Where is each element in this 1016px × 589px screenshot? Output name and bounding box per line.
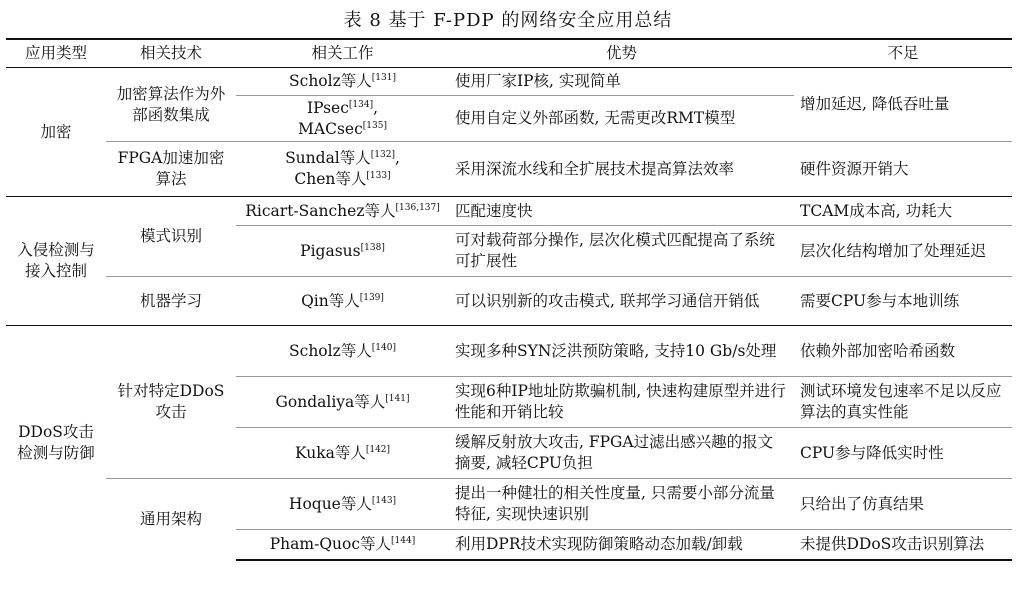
header-tech: 相关技术 [106,39,236,68]
table-row [6,142,1012,197]
cell-advantage: 匹配速度快 [449,197,794,226]
cell-tech-pattern: 模式识别 [106,197,236,277]
cell-disadvantage: 只给出了仿真结果 [794,479,1012,530]
cell-advantage: 实现6种IP地址防欺骗机制, 快速构建原型并进行性能和开销比较 [449,377,794,428]
cell-work: Pham-Quoc等人[144] [236,530,449,560]
cell-work: Hoque等人[143] [236,479,449,530]
cell-work: Ricart-Sanchez等人[136,137] [236,197,449,226]
cell-disadvantage: 依赖外部加密哈希函数 [794,326,1012,377]
cell-disadvantage: 增加延迟, 降低吞吐量 [794,68,1012,142]
cell-app-type-ddos: DDoS攻击检测与防御 [6,326,106,560]
cell-advantage: 采用深流水线和全扩展技术提高算法效率 [449,142,794,197]
cell-work: Gondaliya等人[141] [236,377,449,428]
table-row [6,277,1012,326]
header-app-type: 应用类型 [6,39,106,68]
cell-advantage: 使用自定义外部函数, 无需更改RMT模型 [449,96,794,142]
cell-advantage: 利用DPR技术实现防御策略动态加载/卸载 [449,530,794,560]
cell-tech-general: 通用架构 [106,479,236,560]
cell-disadvantage: 硬件资源开销大 [794,142,1012,197]
table-header-row [6,39,1012,68]
cell-work: Scholz等人[140] [236,326,449,377]
cell-advantage: 使用厂家IP核, 实现简单 [449,68,794,96]
cell-advantage: 缓解反射放大攻击, FPGA过滤出感兴趣的报文摘要, 减轻CPU负担 [449,428,794,479]
cell-disadvantage: 未提供DDoS攻击识别算法 [794,530,1012,560]
cell-advantage: 可以识别新的攻击模式, 联邦学习通信开销低 [449,277,794,326]
cell-app-type-encrypt: 加密 [6,68,106,197]
header-work: 相关工作 [236,39,449,68]
cell-tech-ml: 机器学习 [106,277,236,326]
cell-tech-ddos-specific: 针对特定DDoS攻击 [106,326,236,479]
cell-work: Qin等人[139] [236,277,449,326]
cell-disadvantage: 层次化结构增加了处理延迟 [794,226,1012,277]
cell-disadvantage: 需要CPU参与本地训练 [794,277,1012,326]
cell-work: Kuka等人[142] [236,428,449,479]
cell-disadvantage: 测试环境发包速率不足以反应算法的真实性能 [794,377,1012,428]
table-row [6,326,1012,377]
table-row [6,479,1012,530]
cell-app-type-intrusion: 入侵检测与接入控制 [6,197,106,326]
header-advantage: 优势 [449,39,794,68]
cell-disadvantage: CPU参与降低实时性 [794,428,1012,479]
cell-work: Pigasus[138] [236,226,449,277]
table-row [6,68,1012,96]
table-row [6,197,1012,226]
cell-tech-external-function: 加密算法作为外部函数集成 [106,68,236,142]
table-caption: 表 8 基于 F-PDP 的网络安全应用总结 [343,10,673,31]
cell-tech-fpga: FPGA加速加密算法 [106,142,236,197]
cell-work: Sundal等人[132], Chen等人[133] [236,142,449,197]
cell-advantage: 提出一种健壮的相关性度量, 只需要小部分流量特征, 实现快速识别 [449,479,794,530]
summary-table [6,38,1012,561]
cell-work: Scholz等人[131] [236,68,449,96]
cell-disadvantage: TCAM成本高, 功耗大 [794,197,1012,226]
cell-advantage: 可对载荷部分操作, 层次化模式匹配提高了系统可扩展性 [449,226,794,277]
cell-work: IPsec[134], MACsec[135] [236,96,449,142]
header-disadvantage: 不足 [794,39,1012,68]
cell-advantage: 实现多种SYN泛洪预防策略, 支持10 Gb/s处理 [449,326,794,377]
